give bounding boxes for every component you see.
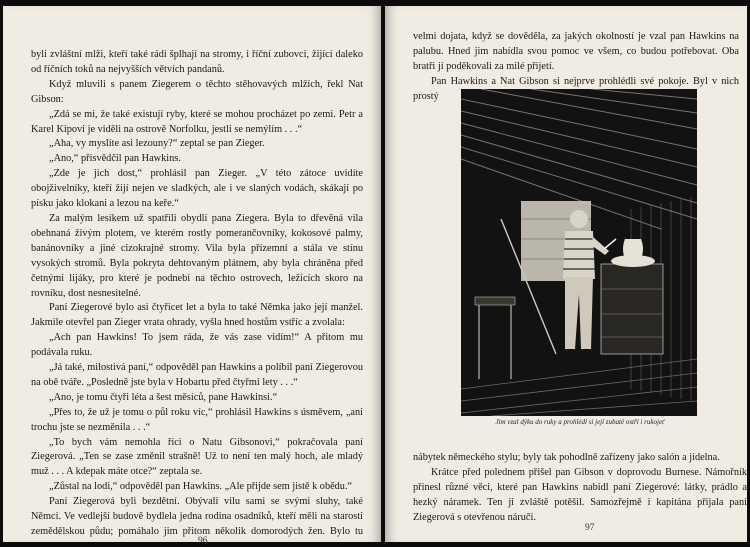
paragraph: „Aha, vy myslíte asi lezouny?“ zeptal se pan Zieger. <box>49 138 265 150</box>
illustration-svg <box>461 89 697 416</box>
paragraph: nábytek německého stylu; byly tak pohodlně zařízeny jako salón a jídelna. <box>413 452 720 463</box>
paragraph: „Ano,“ přisvědčil pan Hawkins. <box>49 153 181 165</box>
left-page-text <box>31 48 363 542</box>
page-number: 97 <box>585 523 595 533</box>
paragraph: „Já také, milostivá paní,“ odpověděl pan Hawkins a políbil paní Ziegerovou na obě tváře. „Posledně jste byla v Hobartu před čtyřmi lety . . .“ <box>31 362 363 388</box>
right-page-text-bottom <box>413 451 747 526</box>
left-page <box>3 6 381 542</box>
engraving-illustration <box>461 89 697 416</box>
paragraph: „Zdá se mi, že také existují ryby, které se mohou procházet po zemi. Petr a Karel Kipovi je viděli na ostrově Norfolku, jestli se nemýlím . . .“ <box>31 108 363 135</box>
page-number: 96 <box>198 536 208 542</box>
paragraph: „Ach pan Hawkins! To jsem ráda, že vás zase vidím!“ A přitom mu podávala ruku. <box>31 332 363 359</box>
paragraph: „Zůstal na lodi,“ odpověděl pan Hawkins. „Ale přijde sem jistě k obědu.“ <box>49 481 353 493</box>
paragraph: „Zde je jich dost,“ prohlásil pan Zieger. „V této zátoce uvidíte obojživelníky, kteří žijí nejen ve sladkých, ale i ve slaných vodách, skákají po písku jako klokani a lezou na keře.“ <box>31 168 363 210</box>
paragraph: Krátce před polednem přišel pan Gibson v doprovodu Burnese. Námořník přinesl různé věci, které pan Hawkins nabídl paní Ziegerové: látky, prádlo a hezký náramek. Ten ji zvláště potěšil. Samozřejmě i kapitána přijala paní Ziegerová s otevřenou náručí. <box>413 466 747 523</box>
right-page <box>385 6 747 542</box>
paragraph: Za malým lesíkem už spatřili obydlí pana Ziegera. Byla to dřevěná vila obehnaná živým plotem, ve kterém rostly pomerančovníky, kokosové palmy, banánovníky a jiné cizokrajné stromy. Vila byla přízemní a stála ve stínu vysokých stromů. Byla pokryta dehtovaným plátnem, aby byla chráněna před četnými lijáky, pro které je podnebí na těchto ostrovech, ležících skoro na rovníku, dost nesnesitelné. <box>31 212 363 299</box>
paragraph: „Ano, je tomu čtyři léta a šest měsíců, pane Hawkinsi.“ <box>49 391 278 403</box>
paragraph: Paní Ziegerové bylo asi čtyřicet let a byla to také Němka jako její manžel. Jakmile otevřel pan Zieger vrata ohrady, vyšla hned hostům vstříc a zvolala: <box>31 302 363 329</box>
paragraph: velmi dojata, když se dověděla, za jakých okolností je vzal pan Hawkins na palubu. Hned jim nabídla svou pomoc ve všem, co budou potřebovat. Oba bratři jí poděkovali za milé přijetí. <box>413 31 739 72</box>
paragraph: „To bych vám nemohla říci o Natu Gibsonovi,“ pokračovala paní Ziegerová. „Ten se zase změnil strašně! Už to není ten malý hoch, ale mladý muž . . . A kdepak máte otce?“ zeptala se. <box>31 436 363 478</box>
paragraph: Pan Hawkins a Nat Gibson si nejprve prohlédli své pokoje. Byl v nich prostý <box>413 75 739 102</box>
paragraph: Paní Ziegerová byli bezdětní. Obývali vilu sami se svými sluhy, také Němci. Ve vedlejší budově bydlela jedna rodina osadníků, kteří měli na starosti zemědělskou půdu; pomáhalo jim přitom několik domorodých žen. Bylo tu <box>31 496 363 537</box>
paragraph: byli zvláštní mlži, kteří také rádi šplhají na stromy, i říční zubovci, žijící daleko od říčních toků na nejvyšších větvích pandanů. <box>31 49 363 75</box>
paragraph: Když mluvili s panem Ziegerem o těchto stěhovavých mlžích, řekl Nat Gibson: <box>31 78 363 105</box>
paragraph: „Přes to, že už je tomu o půl roku víc,“ prohlásil Hawkins s úsměvem, „ani trochu jste se nezměnila . . .“ <box>31 406 363 433</box>
illustration-caption: Jim vzal dýku do ruky a prohlédl si její zubaté ostří i rukojeť <box>495 418 665 426</box>
